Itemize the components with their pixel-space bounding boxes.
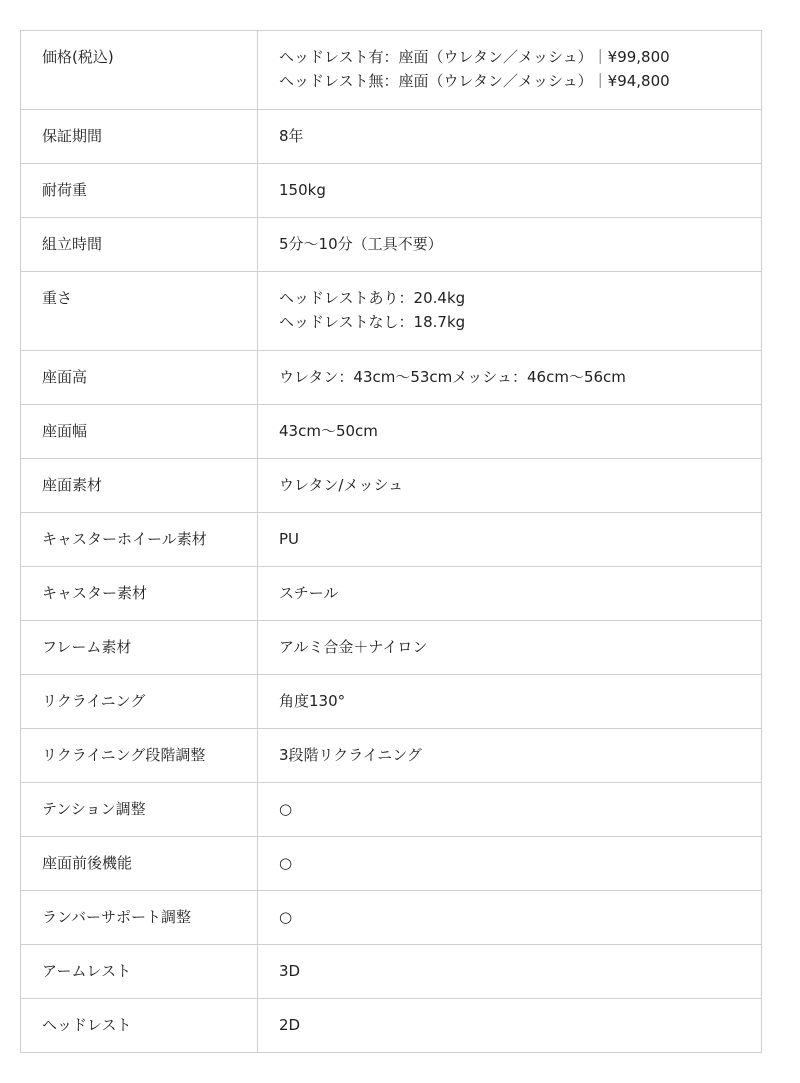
spec-label: アームレスト: [21, 945, 258, 999]
spec-value: [258, 945, 762, 999]
spec-label: 保証期間: [21, 110, 258, 164]
spec-value: [258, 567, 762, 621]
spec-label: テンション調整: [21, 783, 258, 837]
spec-value-line: ヘッドレスト有：座面（ウレタン／メッシュ）｜¥99,800: [279, 48, 670, 66]
spec-row-headrest: [21, 999, 762, 1053]
spec-label: 重さ: [21, 272, 258, 351]
spec-value: [258, 459, 762, 513]
spec-row-load-capacity: [21, 164, 762, 218]
spec-row-frame-material: [21, 621, 762, 675]
spec-label: フレーム素材: [21, 621, 258, 675]
spec-value: [258, 110, 762, 164]
spec-label: 座面素材: [21, 459, 258, 513]
spec-value-line: ウレタン：43cm〜53cmメッシュ：46cm〜56cm: [279, 368, 626, 386]
spec-value: [258, 999, 762, 1053]
spec-label: 価格(税込): [21, 31, 258, 110]
spec-label: ランバーサポート調整: [21, 891, 258, 945]
spec-value-line: アルミ合金＋ナイロン: [279, 638, 428, 656]
spec-value: [258, 31, 762, 110]
spec-value-line: 角度130°: [279, 692, 346, 710]
spec-label: 座面幅: [21, 405, 258, 459]
spec-value: [258, 272, 762, 351]
spec-value: [258, 675, 762, 729]
spec-label: 耐荷重: [21, 164, 258, 218]
spec-row-caster-wheel-material: [21, 513, 762, 567]
spec-value: [258, 729, 762, 783]
spec-value-line: 150kg: [279, 181, 326, 199]
spec-label: 座面高: [21, 351, 258, 405]
spec-label: 組立時間: [21, 218, 258, 272]
spec-row-armrest: [21, 945, 762, 999]
spec-label: キャスター素材: [21, 567, 258, 621]
spec-value-line: ヘッドレストあり：20.4kg: [279, 289, 466, 307]
spec-value-line: 2D: [279, 1016, 301, 1034]
spec-row-lumbar-support: [21, 891, 762, 945]
spec-value: [258, 837, 762, 891]
spec-value-line: ウレタン/メッシュ: [279, 476, 404, 494]
spec-row-caster-material: [21, 567, 762, 621]
spec-value: [258, 891, 762, 945]
spec-value-line: ○: [279, 908, 293, 926]
spec-row-assembly-time: [21, 218, 762, 272]
spec-row-seat-slide: [21, 837, 762, 891]
spec-value-line: PU: [279, 530, 300, 548]
spec-row-tension-adjustment: [21, 783, 762, 837]
spec-value: [258, 405, 762, 459]
spec-label: キャスターホイール素材: [21, 513, 258, 567]
spec-value-line: 3段階リクライニング: [279, 746, 422, 764]
spec-row-warranty: [21, 110, 762, 164]
spec-row-reclining-steps: [21, 729, 762, 783]
spec-row-price: [21, 31, 762, 110]
spec-row-reclining: [21, 675, 762, 729]
spec-value: [258, 513, 762, 567]
spec-table: [20, 30, 762, 1053]
spec-value-line: 43cm〜50cm: [279, 422, 378, 440]
spec-label: 座面前後機能: [21, 837, 258, 891]
spec-label: リクライニング段階調整: [21, 729, 258, 783]
spec-value-line: ○: [279, 800, 293, 818]
spec-value: [258, 783, 762, 837]
spec-row-weight: [21, 272, 762, 351]
spec-label: ヘッドレスト: [21, 999, 258, 1053]
spec-value-line: ヘッドレストなし：18.7kg: [279, 313, 466, 331]
spec-value-line: 8年: [279, 127, 304, 145]
spec-row-seat-width: [21, 405, 762, 459]
spec-value: [258, 218, 762, 272]
spec-value-line: 5分〜10分（工具不要）: [279, 235, 443, 253]
spec-value: [258, 164, 762, 218]
spec-value-line: 3D: [279, 962, 301, 980]
spec-value: [258, 351, 762, 405]
spec-label: リクライニング: [21, 675, 258, 729]
spec-value: [258, 621, 762, 675]
spec-value-line: ○: [279, 854, 293, 872]
spec-value-line: ヘッドレスト無：座面（ウレタン／メッシュ）｜¥94,800: [279, 72, 670, 90]
spec-row-seat-material: [21, 459, 762, 513]
spec-value-line: スチール: [279, 584, 339, 602]
spec-row-seat-height: [21, 351, 762, 405]
